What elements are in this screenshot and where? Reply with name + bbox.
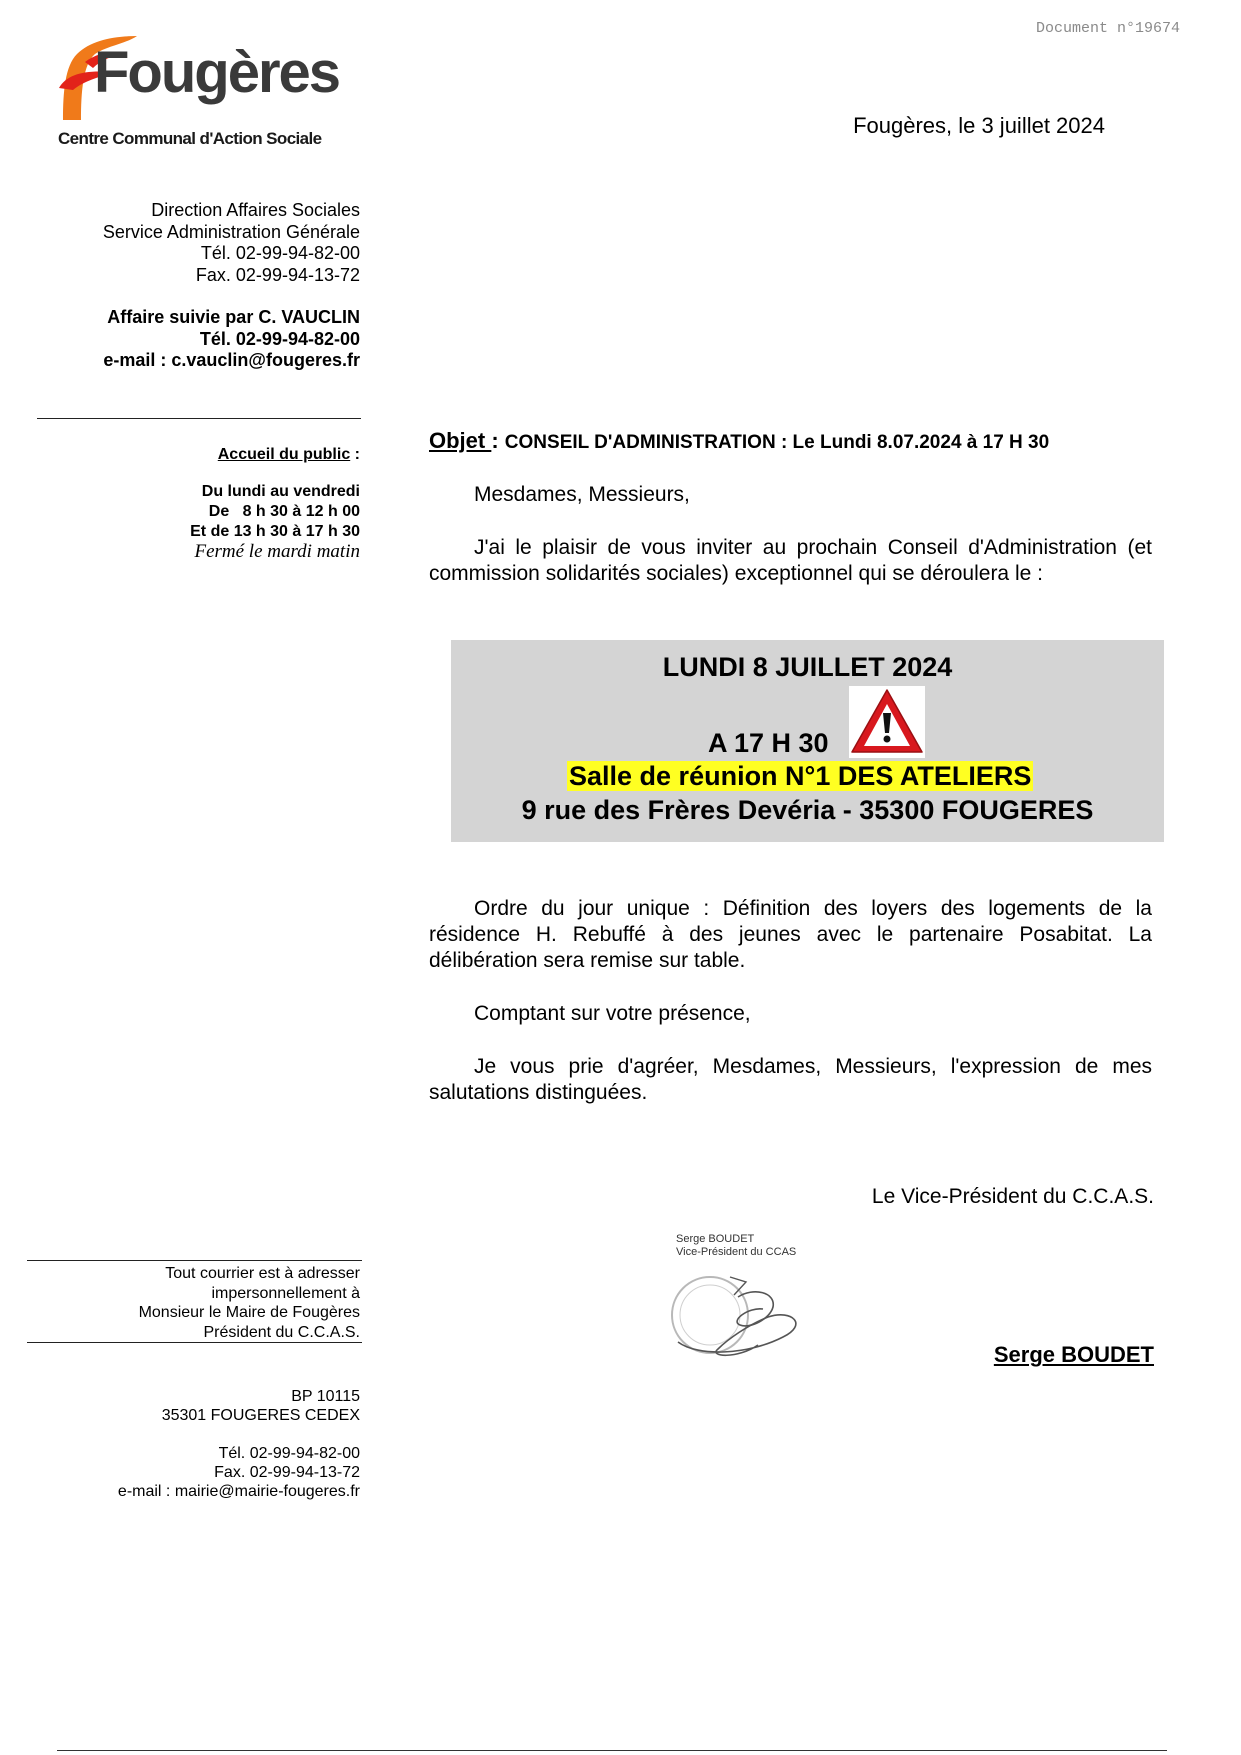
stamp-title: Vice-Président du CCAS bbox=[676, 1246, 797, 1258]
postal-tel: Tél. 02-99-94-82-00 bbox=[218, 1445, 360, 1462]
opening-hours bbox=[60, 445, 360, 562]
signature-stamp bbox=[668, 1227, 828, 1372]
object-text: CONSEIL D'ADMINISTRATION : Le Lundi 8.07.2024 à 17 H 30 bbox=[504, 432, 1050, 453]
mail-notice-bottom-rule bbox=[27, 1342, 362, 1343]
mail-notice bbox=[60, 1264, 360, 1342]
meeting-date: LUNDI 8 JUILLET 2024 bbox=[662, 652, 953, 682]
meeting-room bbox=[567, 762, 1033, 792]
mail-notice-line2: impersonnellement à bbox=[211, 1284, 360, 1302]
counting-line: Comptant sur votre présence, bbox=[474, 1002, 751, 1025]
signer-title: Le Vice-Président du C.C.A.S. bbox=[871, 1185, 1154, 1208]
meeting-box bbox=[451, 640, 1164, 842]
signer-name: Serge BOUDET bbox=[993, 1342, 1154, 1367]
followed-by: Affaire suivie par C. VAUCLIN bbox=[107, 307, 360, 327]
postal-city: 35301 FOUGERES CEDEX bbox=[161, 1407, 360, 1424]
salutation: Mesdames, Messieurs, bbox=[474, 483, 690, 506]
agenda-paragraph: Ordre du jour unique : Définition des loyers des logements de la résidence H. Rebuffé à des jeunes avec le partenaire Posabitat. La délibération sera remise sur table. bbox=[429, 897, 1152, 972]
followed-email: e-mail : c.vauclin@fougeres.fr bbox=[103, 350, 360, 370]
sender-block bbox=[60, 200, 360, 372]
handwritten-signature-icon bbox=[668, 1257, 828, 1372]
postal-fax: Fax. 02-99-94-13-72 bbox=[214, 1464, 360, 1481]
closing-paragraph: Je vous prie d'agréer, Mesdames, Messieurs, l'expression de mes salutations distinguées. bbox=[429, 1055, 1152, 1104]
hours-title-suffix: : bbox=[350, 446, 360, 463]
mail-notice-top-rule bbox=[27, 1260, 362, 1261]
logo-subtitle: Centre Communal d'Action Sociale bbox=[58, 129, 322, 148]
mail-notice-line4: Président du C.C.A.S. bbox=[203, 1323, 360, 1341]
warning-triangle-icon bbox=[849, 686, 925, 758]
postal-email: e-mail : mairie@mairie-fougeres.fr bbox=[117, 1483, 360, 1500]
object-label: Objet bbox=[429, 428, 492, 453]
footer-rule bbox=[57, 1750, 1167, 1751]
hours-morning: De 8 h 30 à 12 h 00 bbox=[208, 503, 360, 520]
meeting-room-text: Salle de réunion N°1 DES ATELIERS bbox=[569, 761, 1032, 791]
followed-tel: Tél. 02-99-94-82-00 bbox=[199, 328, 360, 349]
intro-paragraph: J'ai le plaisir de vous inviter au prochain Conseil d'Administration (et commission solidarités sociales) exceptionnel qui se déroulera le : bbox=[429, 536, 1152, 585]
object-colon: : bbox=[491, 428, 505, 453]
sender-service: Service Administration Générale bbox=[102, 221, 360, 242]
hours-days: Du lundi au vendredi bbox=[201, 483, 360, 500]
sender-tel: Tél. 02-99-94-82-00 bbox=[200, 243, 360, 263]
hours-afternoon: Et de 13 h 30 à 17 h 30 bbox=[190, 523, 360, 540]
sender-fax: Fax. 02-99-94-13-72 bbox=[195, 264, 360, 285]
hours-note: Fermé le mardi matin bbox=[194, 541, 360, 562]
sidebar-divider bbox=[37, 418, 361, 419]
mail-notice-line1: Tout courrier est à adresser bbox=[165, 1265, 360, 1282]
hours-title: Accueil du public bbox=[217, 446, 351, 463]
object-line bbox=[429, 428, 1169, 454]
logo-wordmark: Fougères bbox=[94, 40, 340, 105]
sender-department: Direction Affaires Sociales bbox=[151, 200, 360, 220]
postal-bp: BP 10115 bbox=[291, 1388, 360, 1405]
postal-address bbox=[60, 1387, 360, 1501]
meeting-address: 9 rue des Frères Devéria - 35300 FOUGERES bbox=[521, 795, 1094, 825]
stamp-name: Serge BOUDET bbox=[676, 1233, 755, 1245]
document-number: Document n°19674 bbox=[1035, 20, 1180, 37]
meeting-time: A 17 H 30 bbox=[708, 728, 829, 758]
ccas-logo bbox=[55, 32, 355, 154]
date-line: Fougères, le 3 juillet 2024 bbox=[853, 113, 1105, 138]
mail-notice-line3: Monsieur le Maire de Fougères bbox=[138, 1304, 360, 1321]
